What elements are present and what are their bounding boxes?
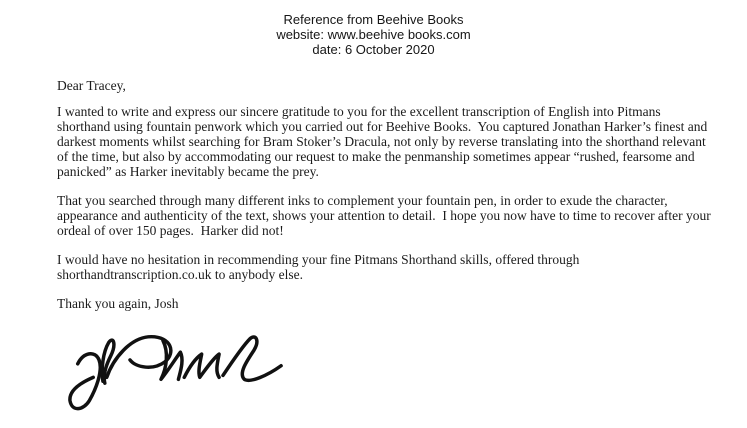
letter-date: date: 6 October 2020 bbox=[312, 42, 435, 57]
salutation: Dear Tracey, bbox=[57, 78, 126, 93]
handwritten-signature-icon bbox=[59, 327, 294, 419]
closing: Thank you again, Josh bbox=[57, 296, 179, 311]
letter-title: Reference from Beehive Books bbox=[283, 12, 464, 27]
paragraph-recommendation: I would have no hesitation in recommending your fine Pitmans Shorthand skills, offered through shorthandtranscription.co.uk to anybody else. bbox=[57, 252, 583, 282]
letter-header bbox=[0, 0, 747, 57]
paragraph-gratitude: I wanted to write and express our sincere gratitude to you for the excellent transcription of English into Pitmans shorthand using fountain penwork which you carried out for Beehive Books. You captured Jonathan Harker’s finest and darkest moments whilst searching for Bram Stoker’s Dracula, not only by reverse translating into the shorthand relevant of the time, but also by accommodating our request to make the penmanship sometimes appear “rushed, fearsome and panicked” as Harker inevitably became the prey. bbox=[57, 104, 711, 179]
letter-website: website: www.beehive books.com bbox=[276, 27, 471, 42]
letter-body bbox=[0, 78, 747, 419]
paragraph-inks: That you searched through many different inks to complement your fountain pen, in order to exude the character, appearance and authenticity of the text, shows your attention to detail. I hope you now have to time to recover after your ordeal of over 150 pages. Harker did not! bbox=[57, 193, 715, 238]
